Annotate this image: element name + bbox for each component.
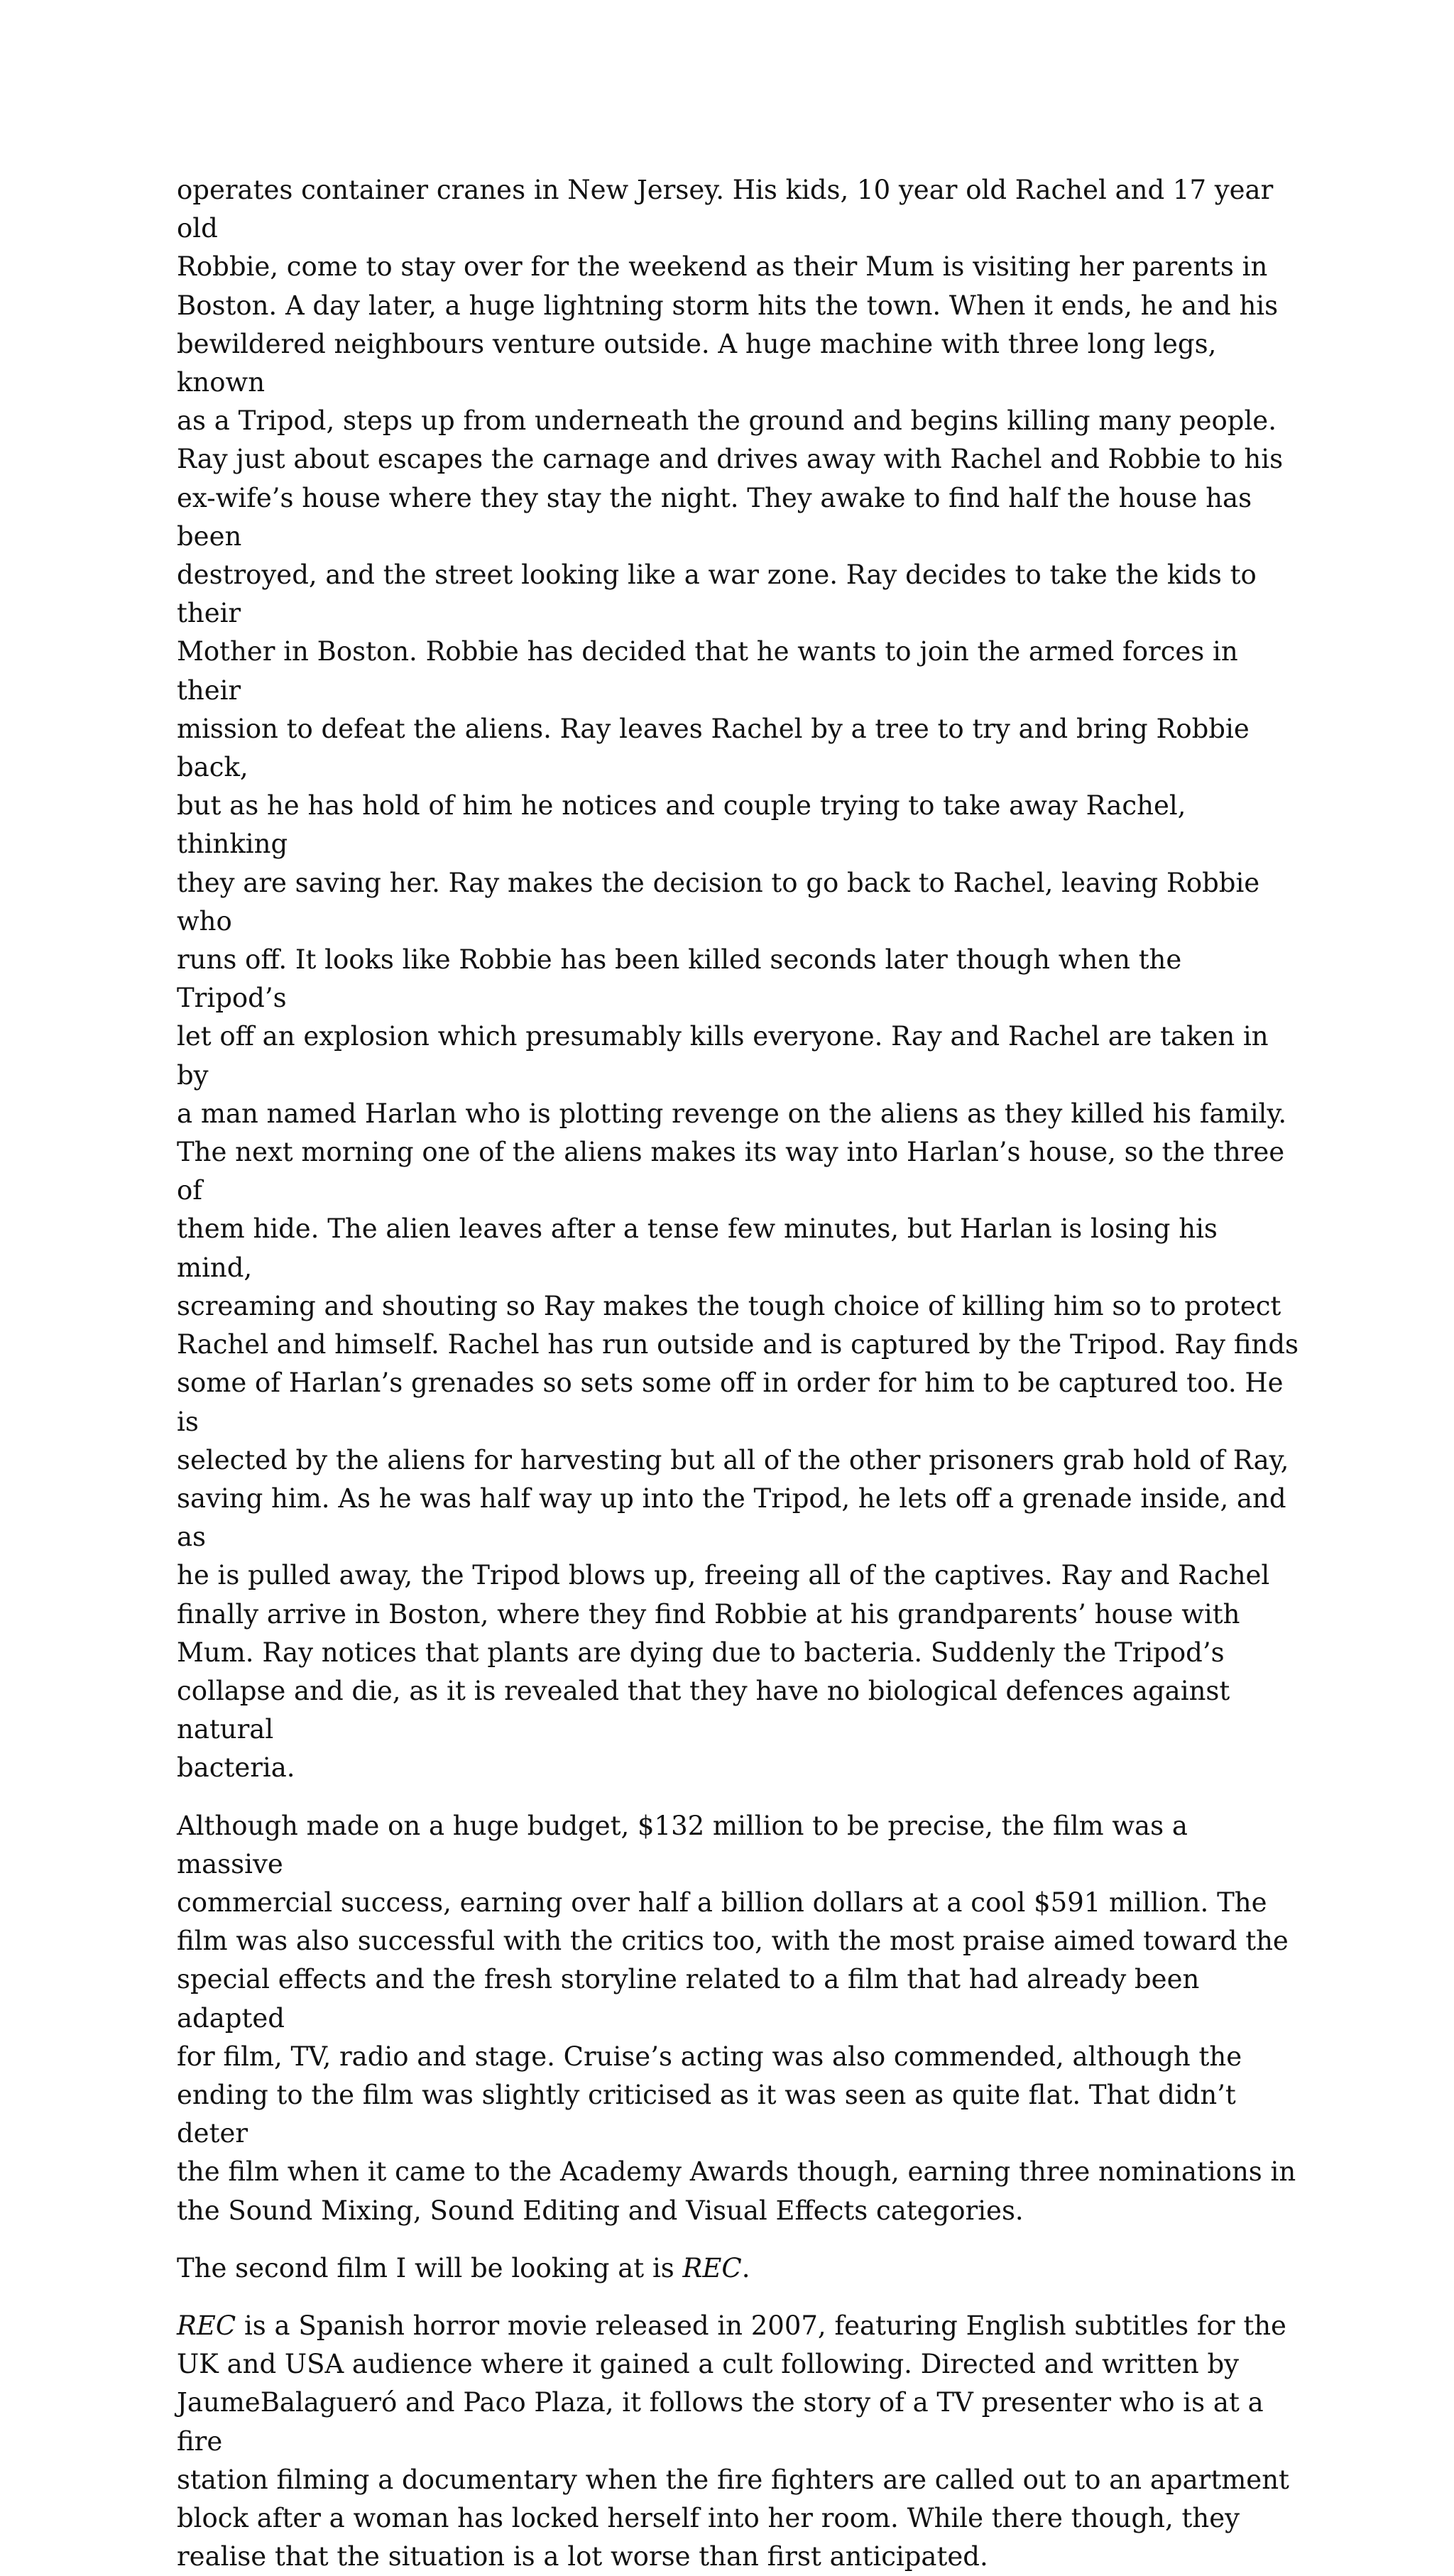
text-line: them hide. The alien leaves after a tense few minutes, but Harlan is losing his mind, <box>177 1213 1218 1283</box>
text-line: collapse and die, as it is revealed that they have no biological defences against natural <box>177 1675 1230 1745</box>
rec-description-paragraph <box>177 2307 1299 2576</box>
text-line: Mum. Ray notices that plants are dying due to bacteria. Suddenly the Tripod’s <box>177 1637 1225 1668</box>
intro-end: . <box>741 2252 750 2283</box>
text-line: they are saving her. Ray makes the decision to go back to Rachel, leaving Robbie who <box>177 867 1260 937</box>
text-line: screaming and shouting so Ray makes the tough choice of killing him so to protect <box>177 1290 1281 1321</box>
text-line: Robbie, come to stay over for the weekend as their Mum is visiting her parents in <box>177 251 1268 283</box>
text-line: The next morning one of the aliens makes its way into Harlan’s house, so the three of <box>177 1137 1285 1206</box>
text-line: realise that the situation is a lot worse than first anticipated. <box>177 2541 988 2572</box>
text-line: finally arrive in Boston, where they find Robbie at his grandparents’ house with <box>177 1598 1240 1630</box>
text-line: Ray just about escapes the carnage and drives away with Rachel and Robbie to his <box>177 444 1284 475</box>
text-line: Although made on a huge budget, $132 million to be precise, the film was a massive <box>177 1810 1188 1879</box>
text-line: destroyed, and the street looking like a war zone. Ray decides to take the kids to their <box>177 560 1257 629</box>
text-line: he is pulled away, the Tripod blows up, freeing all of the captives. Ray and Rachel <box>177 1560 1270 1591</box>
text-line: station filming a documentary when the fire fighters are called out to an apartment <box>177 2464 1289 2495</box>
text-line: selected by the aliens for harvesting but all of the other prisoners grab hold of Ray, <box>177 1444 1289 1475</box>
intro-text: The second film I will be looking at is <box>177 2252 683 2283</box>
text-line: JaumeBalagueró and Paco Plaza, it follows the story of a TV presenter who is at a fire <box>177 2387 1264 2457</box>
text-line: runs off. It looks like Robbie has been killed seconds later though when the Tripod’s <box>177 944 1182 1014</box>
text-line: commercial success, earning over half a billion dollars at a cool $591 million. The <box>177 1887 1267 1918</box>
text-line: UK and USA audience where it gained a cult following. Directed and written by <box>177 2349 1240 2380</box>
text-line: a man named Harlan who is plotting revenge on the aliens as they killed his family. <box>177 1098 1287 1129</box>
text-line: let off an explosion which presumably kills everyone. Ray and Rachel are taken in by <box>177 1021 1269 1091</box>
text-line: Rachel and himself. Rachel has run outside and is captured by the Tripod. Ray finds <box>177 1329 1299 1360</box>
text-line: mission to defeat the aliens. Ray leaves Rachel by a tree to try and bring Robbie back, <box>177 713 1250 783</box>
rec-first-line-rest: is a Spanish horror movie released in 2007, featuring English subtitles for the <box>236 2310 1286 2341</box>
text-line: saving him. As he was half way up into the Tripod, he lets off a grenade inside, and as <box>177 1483 1286 1553</box>
text-line: bewildered neighbours venture outside. A huge machine with three long legs, known <box>177 328 1217 398</box>
text-line: as a Tripod, steps up from underneath the ground and begins killing many people. <box>177 405 1277 437</box>
text-line: special effects and the fresh storyline related to a film that had already been adapted <box>177 1964 1200 2034</box>
text-line: ex-wife’s house where they stay the night. They awake to find half the house has been <box>177 482 1252 552</box>
document-page <box>177 171 1299 2576</box>
text-line: bacteria. <box>177 1752 295 1784</box>
text-line: the film when it came to the Academy Awards though, earning three nominations in <box>177 2156 1296 2188</box>
text-line: film was also successful with the critics too, with the most praise aimed toward the <box>177 1926 1289 1957</box>
second-film-intro-paragraph <box>177 2249 1299 2288</box>
text-line: operates container cranes in New Jersey. His kids, 10 year old Rachel and 17 year old <box>177 175 1274 244</box>
film-title-rec: REC <box>177 2310 236 2341</box>
text-line: some of Harlan’s grenades so sets some off in order for him to be captured too. He is <box>177 1368 1284 1437</box>
text-line: but as he has hold of him he notices and couple trying to take away Rachel, thinking <box>177 790 1186 860</box>
text-line: ending to the film was slightly criticised as it was seen as quite flat. That didn’t deter <box>177 2079 1236 2149</box>
text-line: Mother in Boston. Robbie has decided that he wants to join the armed forces in their <box>177 636 1238 706</box>
text-line: the Sound Mixing, Sound Editing and Visual Effects categories. <box>177 2195 1024 2226</box>
plot-summary-paragraph <box>177 171 1299 1788</box>
text-line: Boston. A day later, a huge lightning storm hits the town. When it ends, he and his <box>177 290 1279 321</box>
reception-paragraph <box>177 1807 1299 2230</box>
film-title-rec: REC <box>682 2252 742 2283</box>
text-line: block after a woman has locked herself into her room. While there though, they <box>177 2502 1240 2533</box>
text-line: for film, TV, radio and stage. Cruise’s acting was also commended, although the <box>177 2041 1242 2072</box>
